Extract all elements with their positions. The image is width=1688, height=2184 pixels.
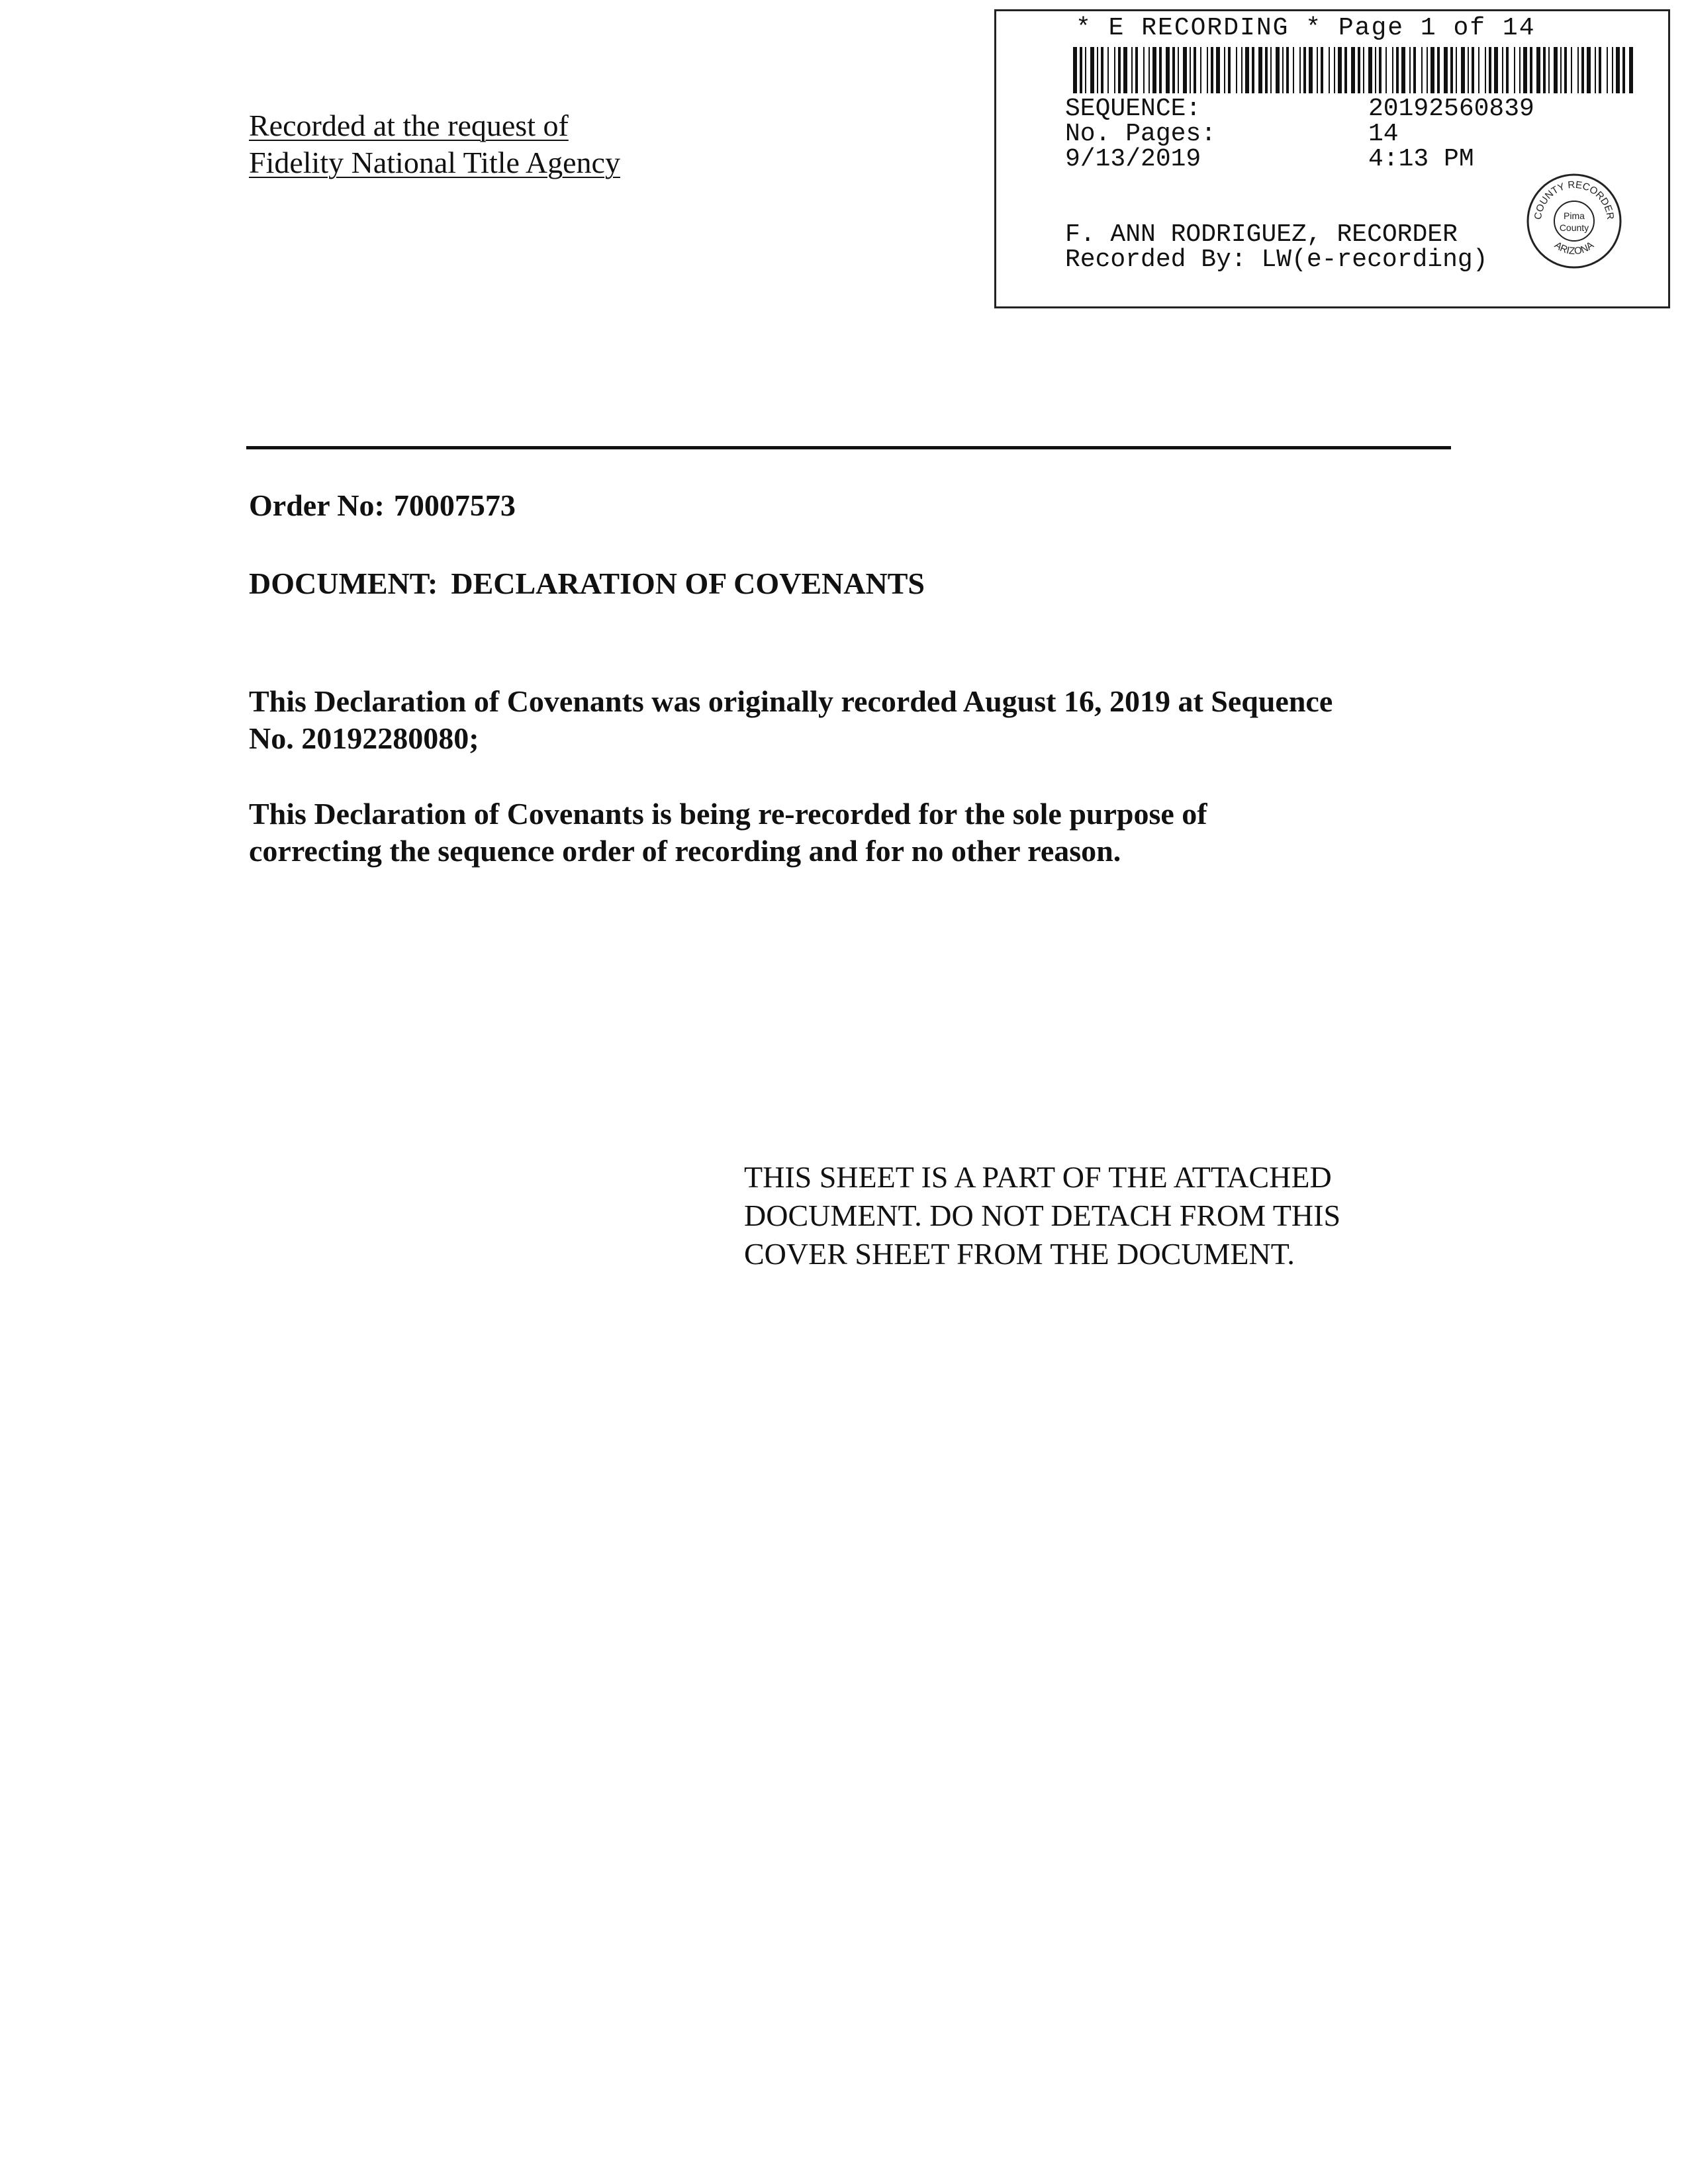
cover-sheet-notice [744,1158,1340,1273]
county-seal-icon [1524,171,1624,271]
requester-line-2: Fidelity National Title Agency [249,146,620,179]
pages-value: 14 [1368,120,1399,148]
recorded-by: Recorded By: LW(e-recording) [1065,246,1488,274]
svg-text:ARIZONA [1552,240,1596,257]
recording-requester [249,107,620,181]
notice-line-2: DOCUMENT. DO NOT DETACH FROM THIS [744,1199,1341,1232]
paragraph-2-line-1: This Declaration of Covenants is being re-recorded for the sole purpose of [249,797,1207,831]
stamp-header: * E RECORDING * Page 1 of 14 [1076,14,1536,42]
paragraph-1-line-1: This Declaration of Covenants was originally recorded August 16, 2019 at Sequence [249,684,1333,718]
paragraph-1-line-2: No. 20192280080; [249,721,479,755]
document-title: DECLARATION OF COVENANTS [451,567,925,600]
paragraph-2-line-2: correcting the sequence order of recording and for no other reason. [249,834,1121,868]
document-title-line [249,565,925,602]
seal-center-line-1: Pima [1564,210,1585,221]
seal-center-line-2: County [1559,222,1589,233]
sequence-value: 20192560839 [1368,95,1534,123]
horizontal-divider [246,446,1451,449]
original-recording-paragraph [249,683,1454,757]
order-number: 70007573 [393,488,516,522]
document-label: DOCUMENT: [249,567,438,600]
recording-stamp [994,9,1670,308]
re-recording-purpose-paragraph [249,796,1454,870]
seal-bottom-text: ARIZONA [1552,239,1596,257]
recorder-name: F. ANN RODRIGUEZ, RECORDER [1065,220,1458,249]
order-label: Order No: [249,488,385,522]
notice-line-1: THIS SHEET IS A PART OF THE ATTACHED [744,1160,1332,1194]
requester-line-1: Recorded at the request of [249,109,569,142]
barcode [1073,47,1634,93]
sequence-label: SEQUENCE: [1065,95,1201,123]
pages-label: No. Pages: [1065,120,1217,148]
recording-date: 9/13/2019 [1065,145,1201,173]
seal-top-text: COUNTY RECORDER [1532,179,1617,220]
notice-line-3: COVER SHEET FROM THE DOCUMENT. [744,1237,1295,1271]
order-number-line [249,487,516,524]
recording-time: 4:13 PM [1368,145,1474,173]
